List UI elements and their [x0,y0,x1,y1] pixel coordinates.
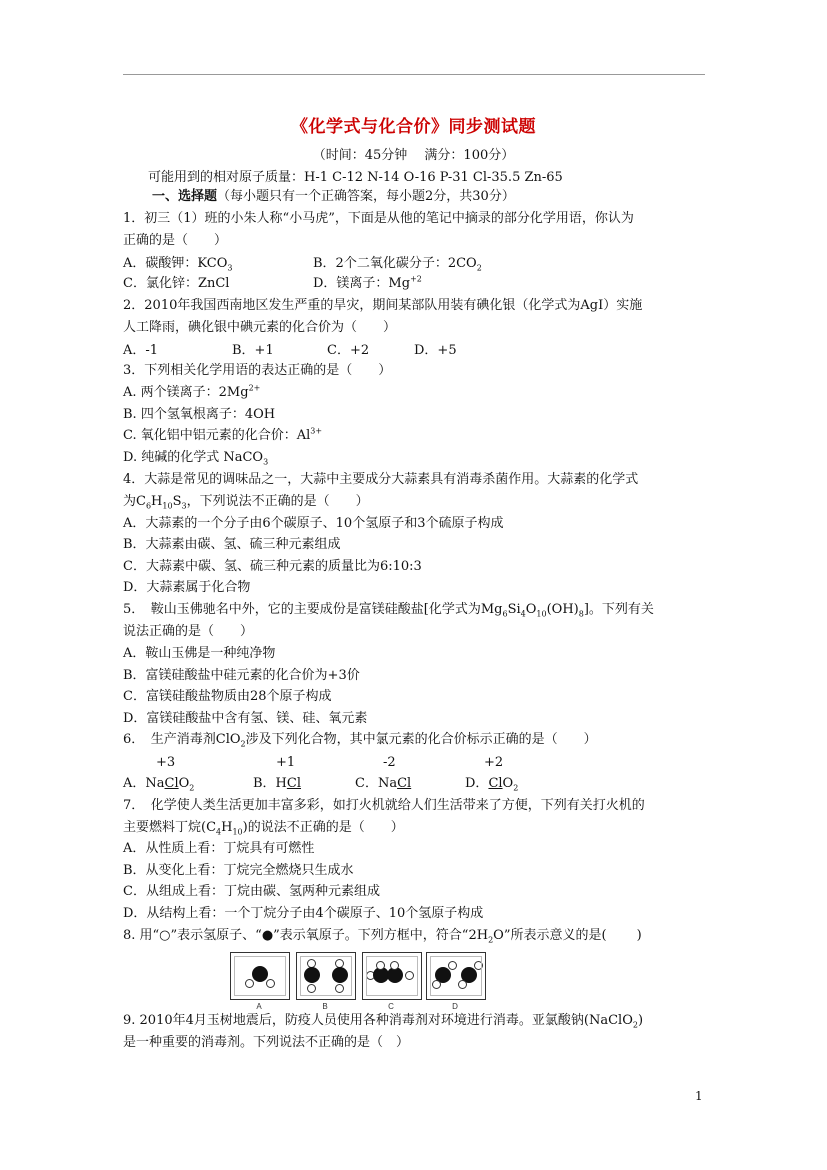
hydrogen-atom [335,984,344,993]
q2-option-d: D．+5 [414,343,457,358]
section-heading [152,189,515,205]
hydrogen-atom [307,984,316,993]
hydrogen-atom [366,971,375,980]
hydrogen-atom [307,959,316,968]
molecule-box-a [230,952,290,1000]
hydrogen-atom [376,961,385,970]
q9-stem: 9. 2010年4月玉树地震后，防疫人员使用各种消毒剂对环境进行消毒。亚氯酸钠(NaClO$_2$) [123,1013,644,1030]
q8-stem: 8. 用“○”表示氢原子、“●”表示氧原子。下列方框中，符合“$2H_2O$”所表示意义的是( ) [123,928,642,945]
hydrogen-atom [245,979,254,988]
q3-option-b: B. 四个氢氧根离子：4OH [123,407,276,422]
q6-valence-a: +3 [156,755,176,770]
q1-stem: 1．初三（1）班的小朱人称“小马虎”，下面是从他的笔记中摘录的部分化学用语，你认为 [123,211,634,226]
q6-option-b: B．HCl [253,776,301,791]
box-label-d: D [452,1002,458,1011]
molecule-box-d [426,952,486,1000]
q5-option-b: B．富镁硅酸盐中硅元素的化合价为+3价 [123,668,360,683]
q4-option-b: B．大蒜素由碳、氢、硫三种元素组成 [123,537,341,552]
box-label-b: B [322,1002,328,1011]
oxygen-atom [332,967,348,983]
q5-option-d: D．富镁硅酸盐中含有氢、镁、硅、氧元素 [123,711,368,726]
q3-option-d: D. 纯碱的化学式 NaCO$_3$ [123,450,269,467]
hydrogen-atom [335,959,344,968]
hydrogen-atom [266,979,275,988]
oxygen-atom [252,966,268,982]
q4-stem: 4．大蒜是常见的调味品之一，大蒜中主要成分大蒜素具有消毒杀菌作用。大蒜素的化学式 [123,472,639,487]
oxygen-atom [304,967,320,983]
q1-option-a: A．碳酸钾：$KCO_3$ [123,256,233,273]
q6-stem: 6． 生产消毒剂ClO$_2$涉及下列化合物，其中氯元素的化合价标示正确的是（ ） [123,732,597,749]
q2-option-c: C．+2 [327,343,370,358]
q7-stem: 7． 化学使人类生活更加丰富多彩，如打火机就给人们生活带来了方便，下列有关打火机的 [123,798,645,813]
q2-option-b: B．+1 [232,343,274,358]
oxygen-atom [387,967,403,983]
q5-stem: 说法正确的是（ ） [123,624,254,639]
q2-stem: 2．2010年我国西南地区发生严重的旱灾，期间某部队用装有碘化银（化学式为AgI）实施 [123,298,643,313]
q1-option-d: D．镁离子：$Mg^{+2}$ [313,274,422,291]
q6-option-d: D．ClO$_2$ [465,776,519,793]
q4-stem: 为$C_6H_{10}S_3$，下列说法不正确的是（ ） [123,494,369,511]
q1-option-c: C．氯化锌：ZnCl [123,276,230,291]
q5-option-c: C．富镁硅酸盐物质由28个原子构成 [123,689,332,704]
q6-valence-b: +1 [276,755,296,770]
q3-stem: 3．下列相关化学用语的表达正确的是（ ） [123,363,392,378]
section-note: （每小题只有一个正确答案，每小题2分，共30分） [217,189,515,204]
q6-valence-d: +2 [484,755,504,770]
hydrogen-atom [448,961,457,970]
oxygen-atom [373,967,389,983]
q5-stem: 5． 鞍山玉佛驰名中外，它的主要成份是富镁硅酸盐[化学式为$Mg_6Si_4O_{10}(OH)_8$]。下列有关 [123,602,654,619]
oxygen-atom [435,967,451,983]
q7-option-c: C．从组成上看：丁烷由碳、氢两种元素组成 [123,884,380,899]
q4-option-c: C．大蒜素中碳、氢、硫三种元素的质量比为6:10:3 [123,559,422,574]
box-label-c: C [388,1002,394,1011]
q6-option-a: A．NaClO$_2$ [123,776,195,793]
q7-stem: 主要燃料丁烷$(C_4H_{10})$的说法不正确的是（ ） [123,820,404,837]
page-title: 《化学式与化合价》同步测试题 [291,117,536,137]
page-number: 1 [695,1089,703,1103]
q6-option-c: C．NaCl [355,776,412,791]
section-title: 一、选择题 [152,189,218,204]
q1-option-b: B．2个二氧化碳分子：$2CO_2$ [313,256,482,273]
header-rule [123,74,705,75]
q1-stem: 正确的是（ ） [123,233,228,248]
q5-option-a: A．鞍山玉佛是一种纯净物 [123,646,276,661]
oxygen-atom [461,967,477,983]
q2-option-a: A．-1 [123,343,159,358]
q6-valence-c: -2 [383,755,396,770]
q9-stem: 是一种重要的消毒剂。下列说法不正确的是（ ） [123,1035,410,1050]
q2-stem: 人工降雨，碘化银中碘元素的化合价为（ ） [123,320,397,335]
q4-option-a: A．大蒜素的一个分子由6个碳原子、10个氢原子和3个硫原子构成 [123,516,504,531]
q3-option-a: A. 两个镁离子：$2Mg^{2+}$ [123,383,261,400]
hydrogen-atom [458,980,467,989]
molecule-box-b [296,952,356,1000]
q7-option-b: B．从变化上看：丁烷完全燃烧只生成水 [123,863,354,878]
q7-option-a: A．从性质上看：丁烷具有可燃性 [123,841,315,856]
hydrogen-atom [390,961,399,970]
hydrogen-atom [405,971,414,980]
hydrogen-atom [474,961,483,970]
q7-option-d: D．从结构上看：一个丁烷分子由4个碳原子、10个氢原子构成 [123,906,484,921]
q4-option-d: D．大蒜素属于化合物 [123,580,251,595]
molecule-box-c [362,952,422,1000]
box-label-a: A [256,1002,262,1011]
q3-option-c: C. 氧化铝中铝元素的化合价：$Al^{3+}$ [123,426,323,443]
hydrogen-atom [432,980,441,989]
exam-meta: （时间：45分钟 满分：100分） [312,148,515,163]
atomic-masses: 可能用到的相对原子质量：H-1 C-12 N-14 O-16 P-31 Cl-35.5 Zn-65 [148,170,563,185]
